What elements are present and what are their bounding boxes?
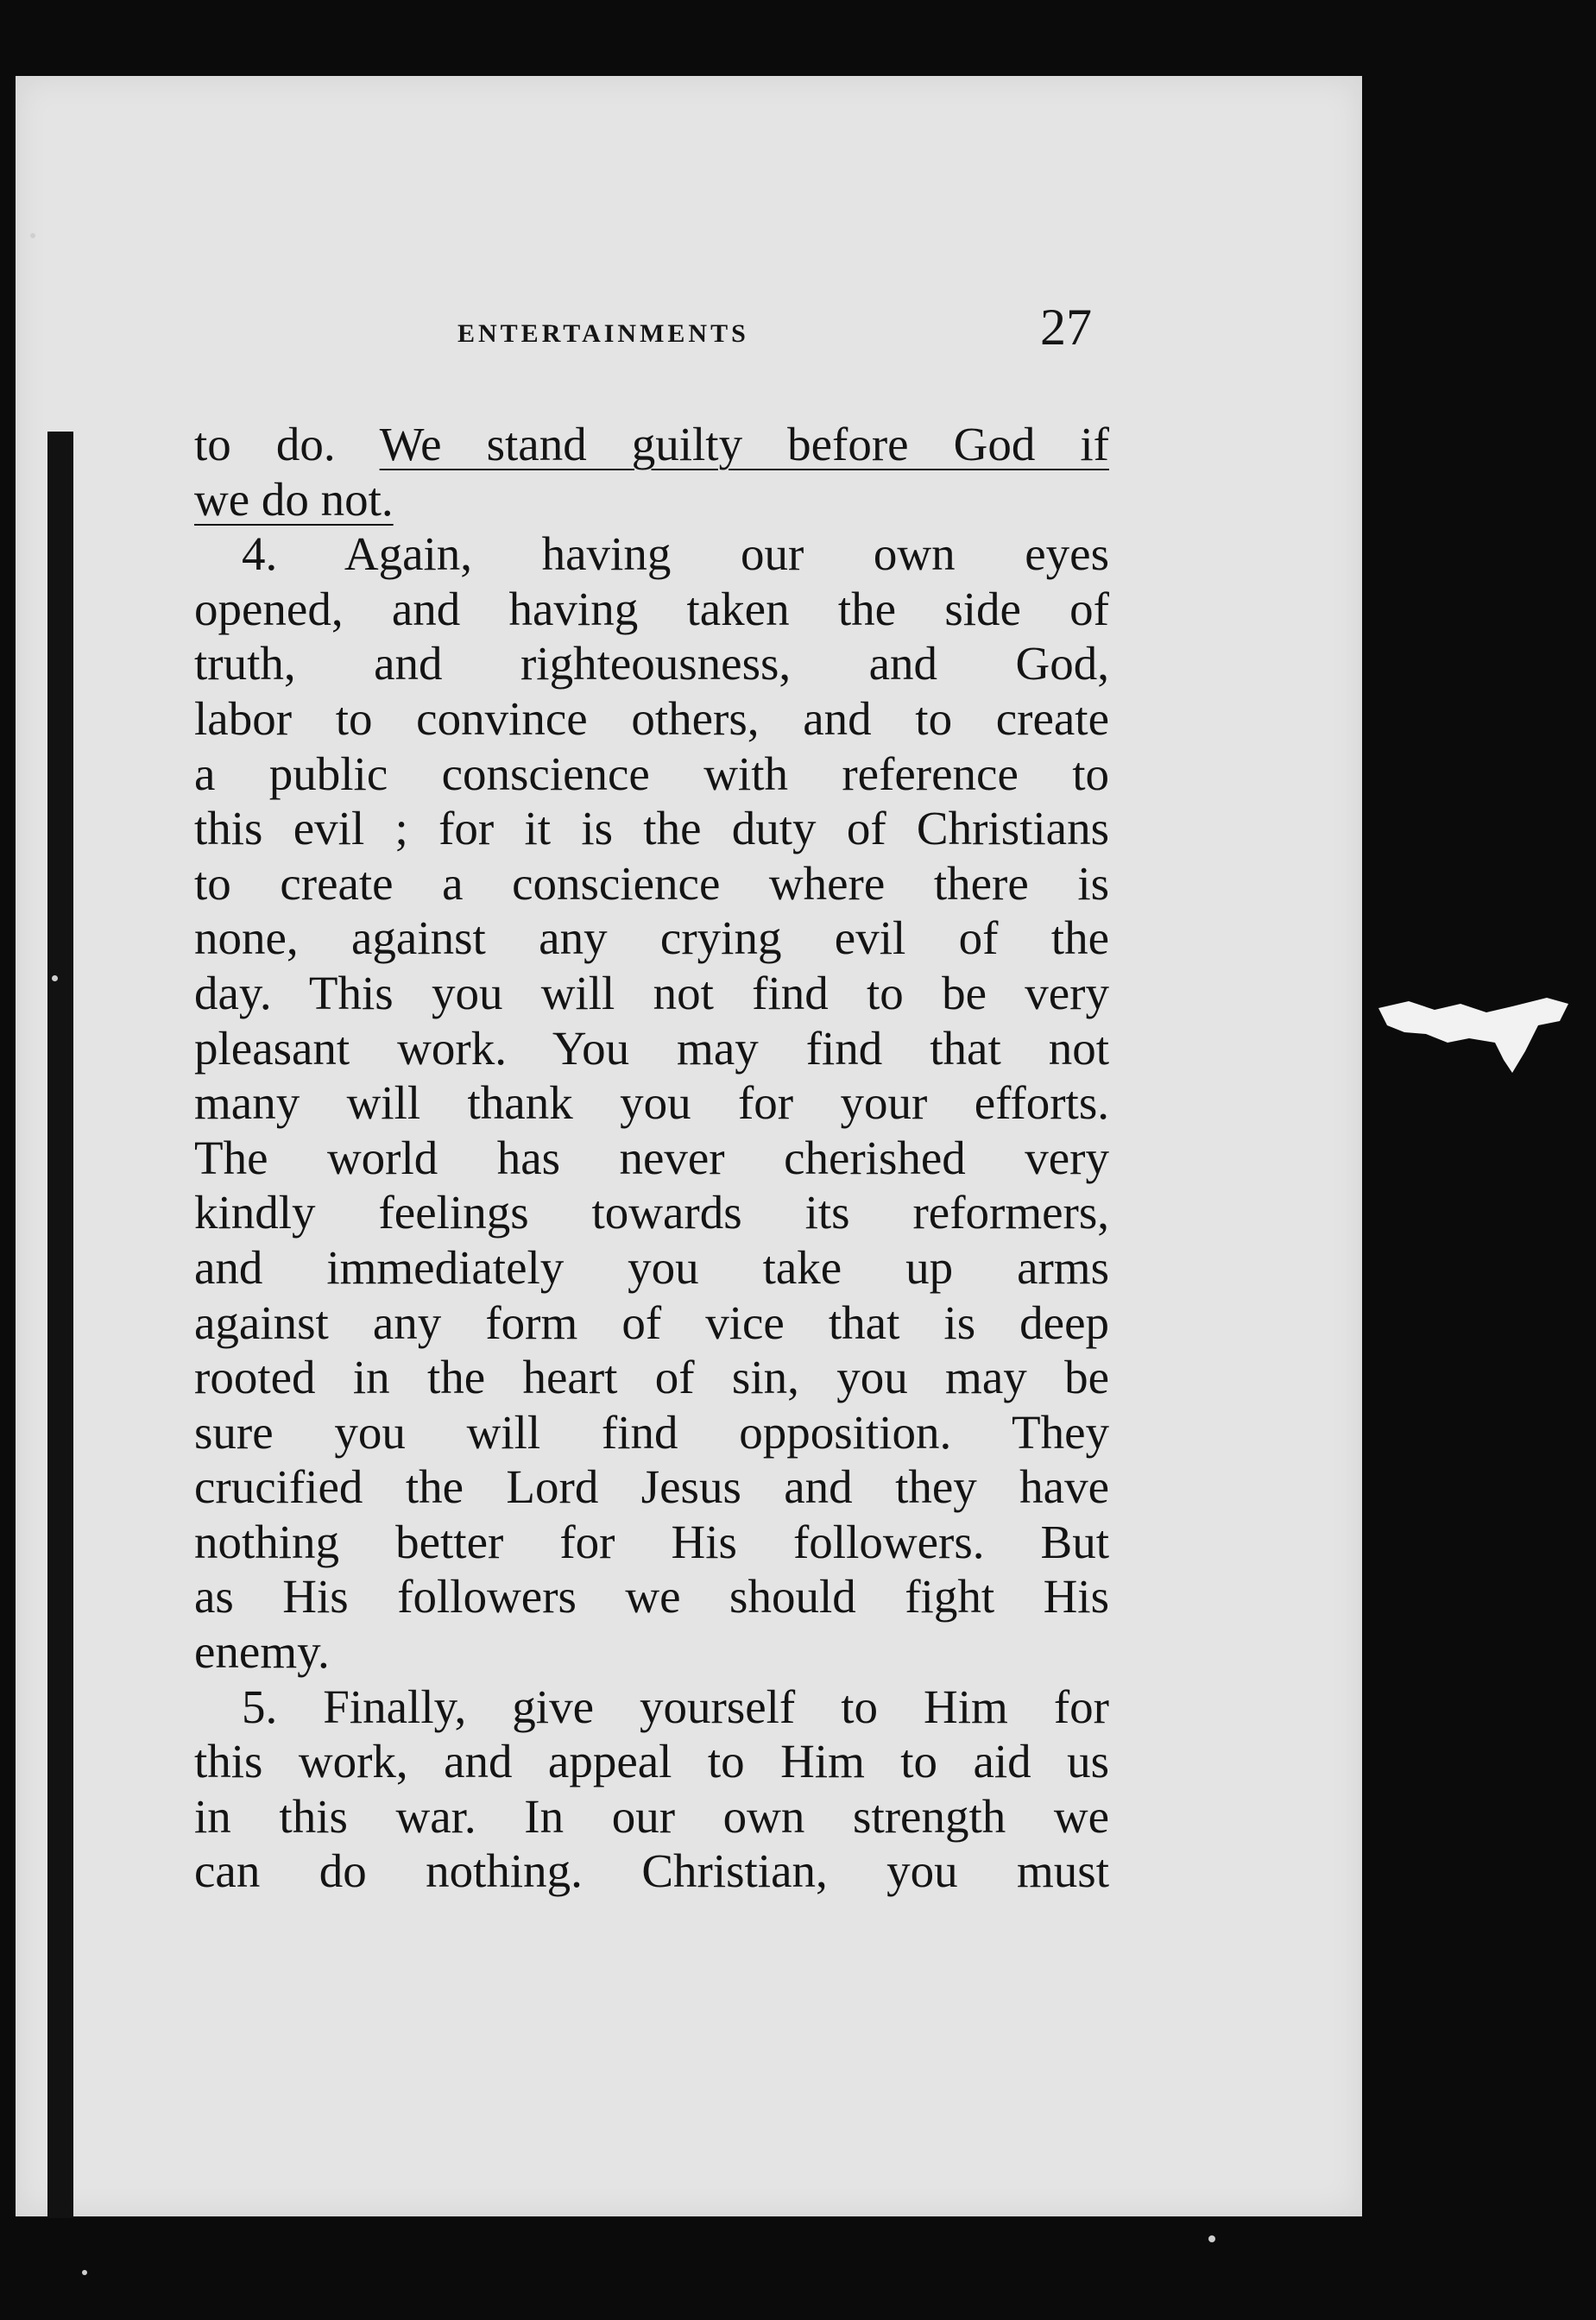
text-line: and immediately you take up arms xyxy=(194,1240,1109,1294)
text-line: none, against any crying evil of the xyxy=(194,911,1109,965)
dust-speck xyxy=(30,233,35,238)
text-line: this evil ; for it is the duty of Christians xyxy=(194,802,1109,855)
dust-speck xyxy=(82,2270,87,2275)
running-head: ENTERTAINMENTS xyxy=(457,319,749,348)
text-line: pleasant work. You may find that not xyxy=(194,1021,1109,1075)
text-line: rooted in the heart of sin, you may be xyxy=(194,1351,1109,1404)
dust-speck xyxy=(1208,2235,1215,2242)
page-number: 27 xyxy=(1040,299,1092,356)
underlined-text: we do not. xyxy=(194,472,394,526)
text-line xyxy=(194,472,1109,527)
text-line: this work, and appeal to Him to aid us xyxy=(194,1735,1109,1788)
text-line: many will thank you for your efforts. xyxy=(194,1076,1109,1130)
paragraph-5-start: 5. Finally, give yourself to Him for xyxy=(242,1680,1109,1733)
text-span: to do. xyxy=(194,418,380,470)
text-line: opened, and having taken the side of xyxy=(194,582,1109,635)
scan-border xyxy=(0,86,10,2218)
text-line: day. This you will not find to be very xyxy=(194,966,1109,1019)
dust-speck xyxy=(52,975,58,981)
text-line: in this war. In our own strength we xyxy=(194,1789,1109,1843)
text-line: kindly feelings towards its reformers, xyxy=(194,1186,1109,1239)
text-line: can do nothing. Christian, you must xyxy=(194,1844,1109,1898)
text-line: a public conscience with reference to xyxy=(194,747,1109,800)
text-line: sure you will find opposition. They xyxy=(194,1405,1109,1459)
text-line: enemy. xyxy=(194,1625,330,1679)
paragraph-4-start: 4. Again, having our own eyes xyxy=(242,527,1109,581)
text-line: nothing better for His followers. But xyxy=(194,1515,1109,1568)
text-line xyxy=(194,417,1109,472)
body-text xyxy=(194,417,1109,1899)
text-line: The world has never cherished very xyxy=(194,1131,1109,1184)
text-line: truth, and righteousness, and God, xyxy=(194,637,1109,690)
paper-scrap xyxy=(1374,991,1573,1086)
page-gutter-shadow xyxy=(47,432,73,2218)
underlined-text: We stand guilty before God if xyxy=(379,418,1109,470)
text-line: crucified the Lord Jesus and they have xyxy=(194,1460,1109,1514)
text-line: to create a conscience where there is xyxy=(194,856,1109,910)
text-line: as His followers we should fight His xyxy=(194,1570,1109,1623)
text-line: against any form of vice that is deep xyxy=(194,1296,1109,1349)
text-line: labor to convince others, and to create xyxy=(194,691,1109,745)
